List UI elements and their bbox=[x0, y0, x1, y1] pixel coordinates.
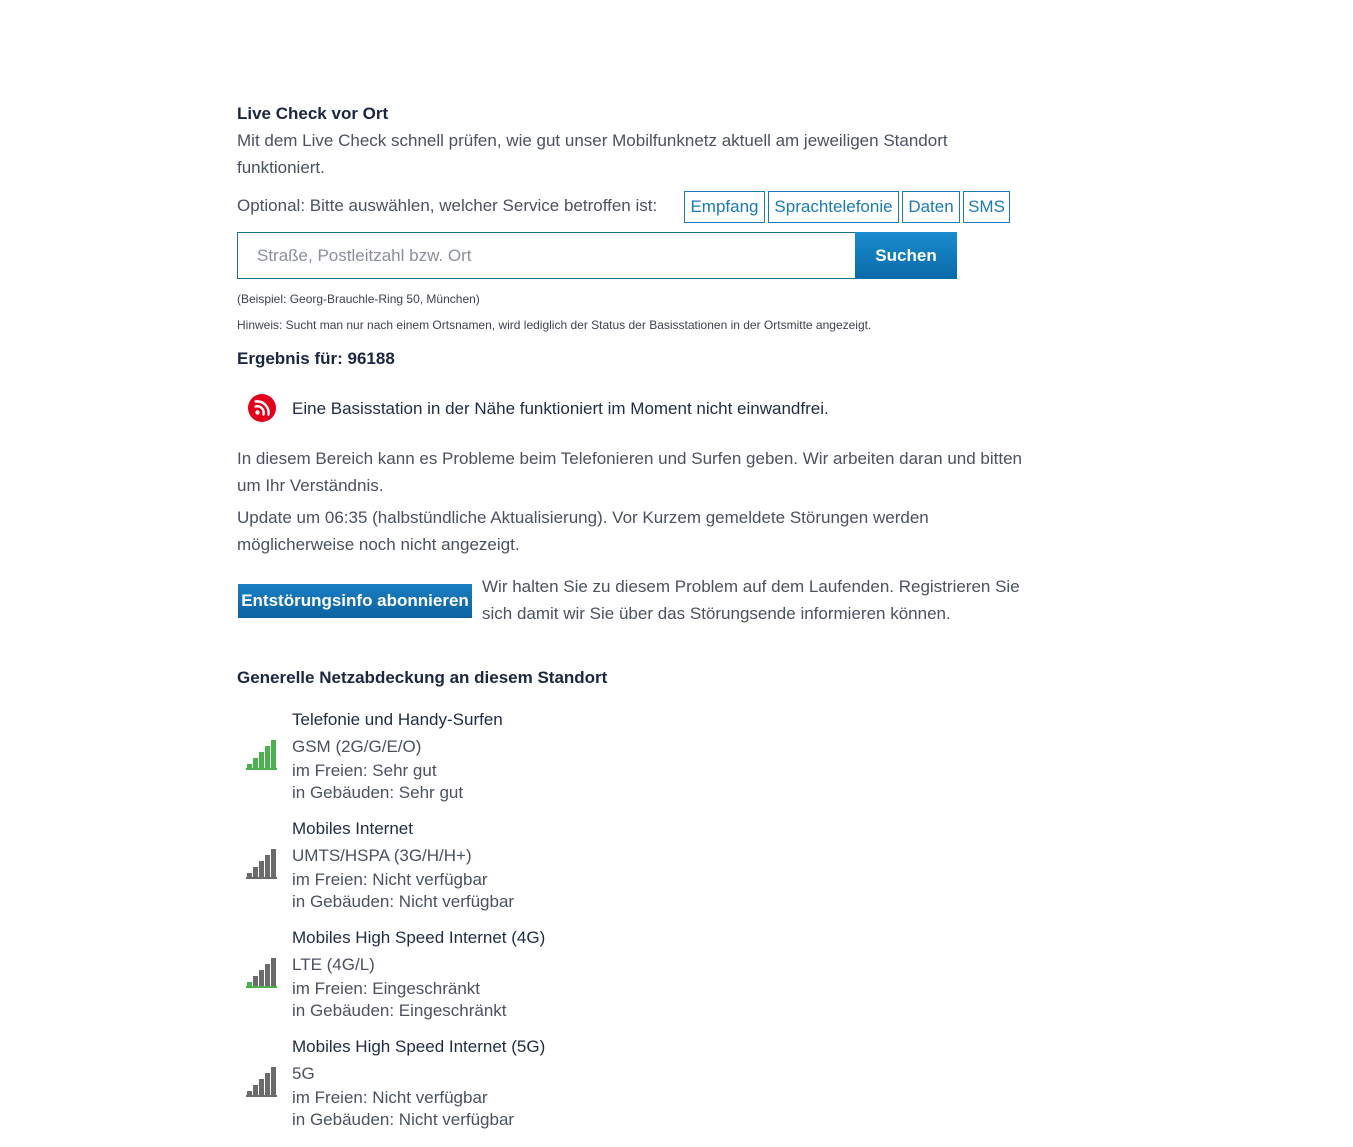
subscribe-line: Wir halten Sie zu diesem Problem auf dem Laufenden. Registrieren Sie bbox=[482, 577, 1020, 596]
signal-baseline bbox=[246, 986, 277, 988]
signal-bar bbox=[253, 976, 258, 986]
signal-alert-icon bbox=[247, 393, 277, 423]
search-example: (Beispiel: Georg-Brauchle-Ring 50, München) bbox=[237, 292, 480, 306]
search-button[interactable]: Suchen bbox=[855, 232, 957, 279]
signal-baseline bbox=[246, 768, 277, 770]
signal-bar bbox=[247, 873, 252, 877]
coverage-heading: Generelle Netzabdeckung an diesem Standort bbox=[237, 668, 608, 687]
problem-description bbox=[237, 445, 1057, 499]
problem-line: In diesem Bereich kann es Probleme beim Telefonieren und Surfen geben. Wir arbeiten daran und bitten bbox=[237, 449, 1022, 468]
signal-baseline bbox=[246, 1095, 277, 1097]
coverage-item-outdoor: im Freien: Nicht verfügbar bbox=[292, 1088, 488, 1107]
update-info bbox=[237, 504, 1057, 558]
livecheck-description-line: Mit dem Live Check schnell prüfen, wie gut unser Mobilfunknetz aktuell am jeweiligen Standort bbox=[237, 131, 948, 150]
signal-bar bbox=[259, 970, 264, 986]
location-search-input[interactable] bbox=[237, 232, 856, 279]
coverage-item-title: Telefonie und Handy-Surfen bbox=[292, 710, 503, 729]
signal-baseline bbox=[246, 877, 277, 879]
signal-bar bbox=[265, 964, 270, 986]
coverage-item-tech: LTE (4G/L) bbox=[292, 955, 375, 974]
coverage-item-outdoor: im Freien: Nicht verfügbar bbox=[292, 870, 488, 889]
search-hint: Hinweis: Sucht man nur nach einem Ortsnamen, wird lediglich der Status der Basisstationen in der Ortsmitte angezeigt. bbox=[237, 318, 872, 332]
coverage-item-title: Mobiles Internet bbox=[292, 819, 413, 838]
result-heading: Ergebnis für: 96188 bbox=[237, 349, 395, 368]
signal-strength-icon bbox=[246, 738, 278, 770]
signal-bar bbox=[253, 867, 258, 877]
coverage-item-tech: UMTS/HSPA (3G/H/H+) bbox=[292, 846, 472, 865]
coverage-item-indoor: in Gebäuden: Nicht verfügbar bbox=[292, 892, 515, 911]
signal-bar bbox=[271, 1067, 276, 1095]
coverage-item-outdoor: im Freien: Eingeschränkt bbox=[292, 979, 481, 998]
coverage-item-indoor: in Gebäuden: Nicht verfügbar bbox=[292, 1110, 515, 1129]
coverage-item-title: Mobiles High Speed Internet (5G) bbox=[292, 1037, 546, 1056]
problem-line: um Ihr Verständnis. bbox=[237, 476, 384, 495]
coverage-item-tech: 5G bbox=[292, 1064, 315, 1083]
signal-strength-icon bbox=[246, 956, 278, 988]
signal-bar bbox=[265, 855, 270, 877]
signal-strength-icon bbox=[246, 1065, 278, 1097]
update-line: möglicherweise noch nicht angezeigt. bbox=[237, 535, 520, 554]
service-select-label: Optional: Bitte auswählen, welcher Service betroffen ist: bbox=[237, 196, 658, 215]
signal-bar bbox=[265, 746, 270, 768]
subscribe-description bbox=[482, 573, 1062, 627]
alert-message: Eine Basisstation in der Nähe funktioniert im Moment nicht einwandfrei. bbox=[292, 399, 829, 418]
coverage-item-indoor: in Gebäuden: Sehr gut bbox=[292, 783, 464, 802]
signal-bar bbox=[253, 758, 258, 768]
update-line: Update um 06:35 (halbstündliche Aktualisierung). Vor Kurzem gemeldete Störungen werden bbox=[237, 508, 929, 527]
signal-bar bbox=[271, 849, 276, 877]
signal-bar bbox=[247, 982, 252, 986]
coverage-item-title: Mobiles High Speed Internet (4G) bbox=[292, 928, 546, 947]
service-chip-sms[interactable]: SMS bbox=[963, 191, 1010, 223]
signal-bar bbox=[247, 1091, 252, 1095]
service-chip-daten[interactable]: Daten bbox=[902, 191, 960, 223]
livecheck-description bbox=[237, 127, 1057, 181]
service-chip-empfang[interactable]: Empfang bbox=[684, 191, 765, 223]
coverage-item-indoor: in Gebäuden: Eingeschränkt bbox=[292, 1001, 507, 1020]
signal-bar bbox=[253, 1085, 258, 1095]
signal-bar bbox=[259, 752, 264, 768]
signal-strength-icon bbox=[246, 847, 278, 879]
livecheck-title: Live Check vor Ort bbox=[237, 104, 389, 123]
coverage-item-tech: GSM (2G/G/E/O) bbox=[292, 737, 422, 756]
signal-bar bbox=[247, 764, 252, 768]
subscribe-line: sich damit wir Sie über das Störungsende informieren können. bbox=[482, 604, 951, 623]
coverage-item-outdoor: im Freien: Sehr gut bbox=[292, 761, 437, 780]
subscribe-button[interactable]: Entstörungsinfo abonnieren bbox=[238, 584, 472, 618]
livecheck-description-line: funktioniert. bbox=[237, 158, 325, 177]
signal-bar bbox=[265, 1073, 270, 1095]
signal-bar bbox=[259, 1079, 264, 1095]
signal-bar bbox=[271, 740, 276, 768]
service-chip-sprachtelefonie[interactable]: Sprachtelefonie bbox=[768, 191, 899, 223]
signal-bar bbox=[259, 861, 264, 877]
signal-bar bbox=[271, 958, 276, 986]
